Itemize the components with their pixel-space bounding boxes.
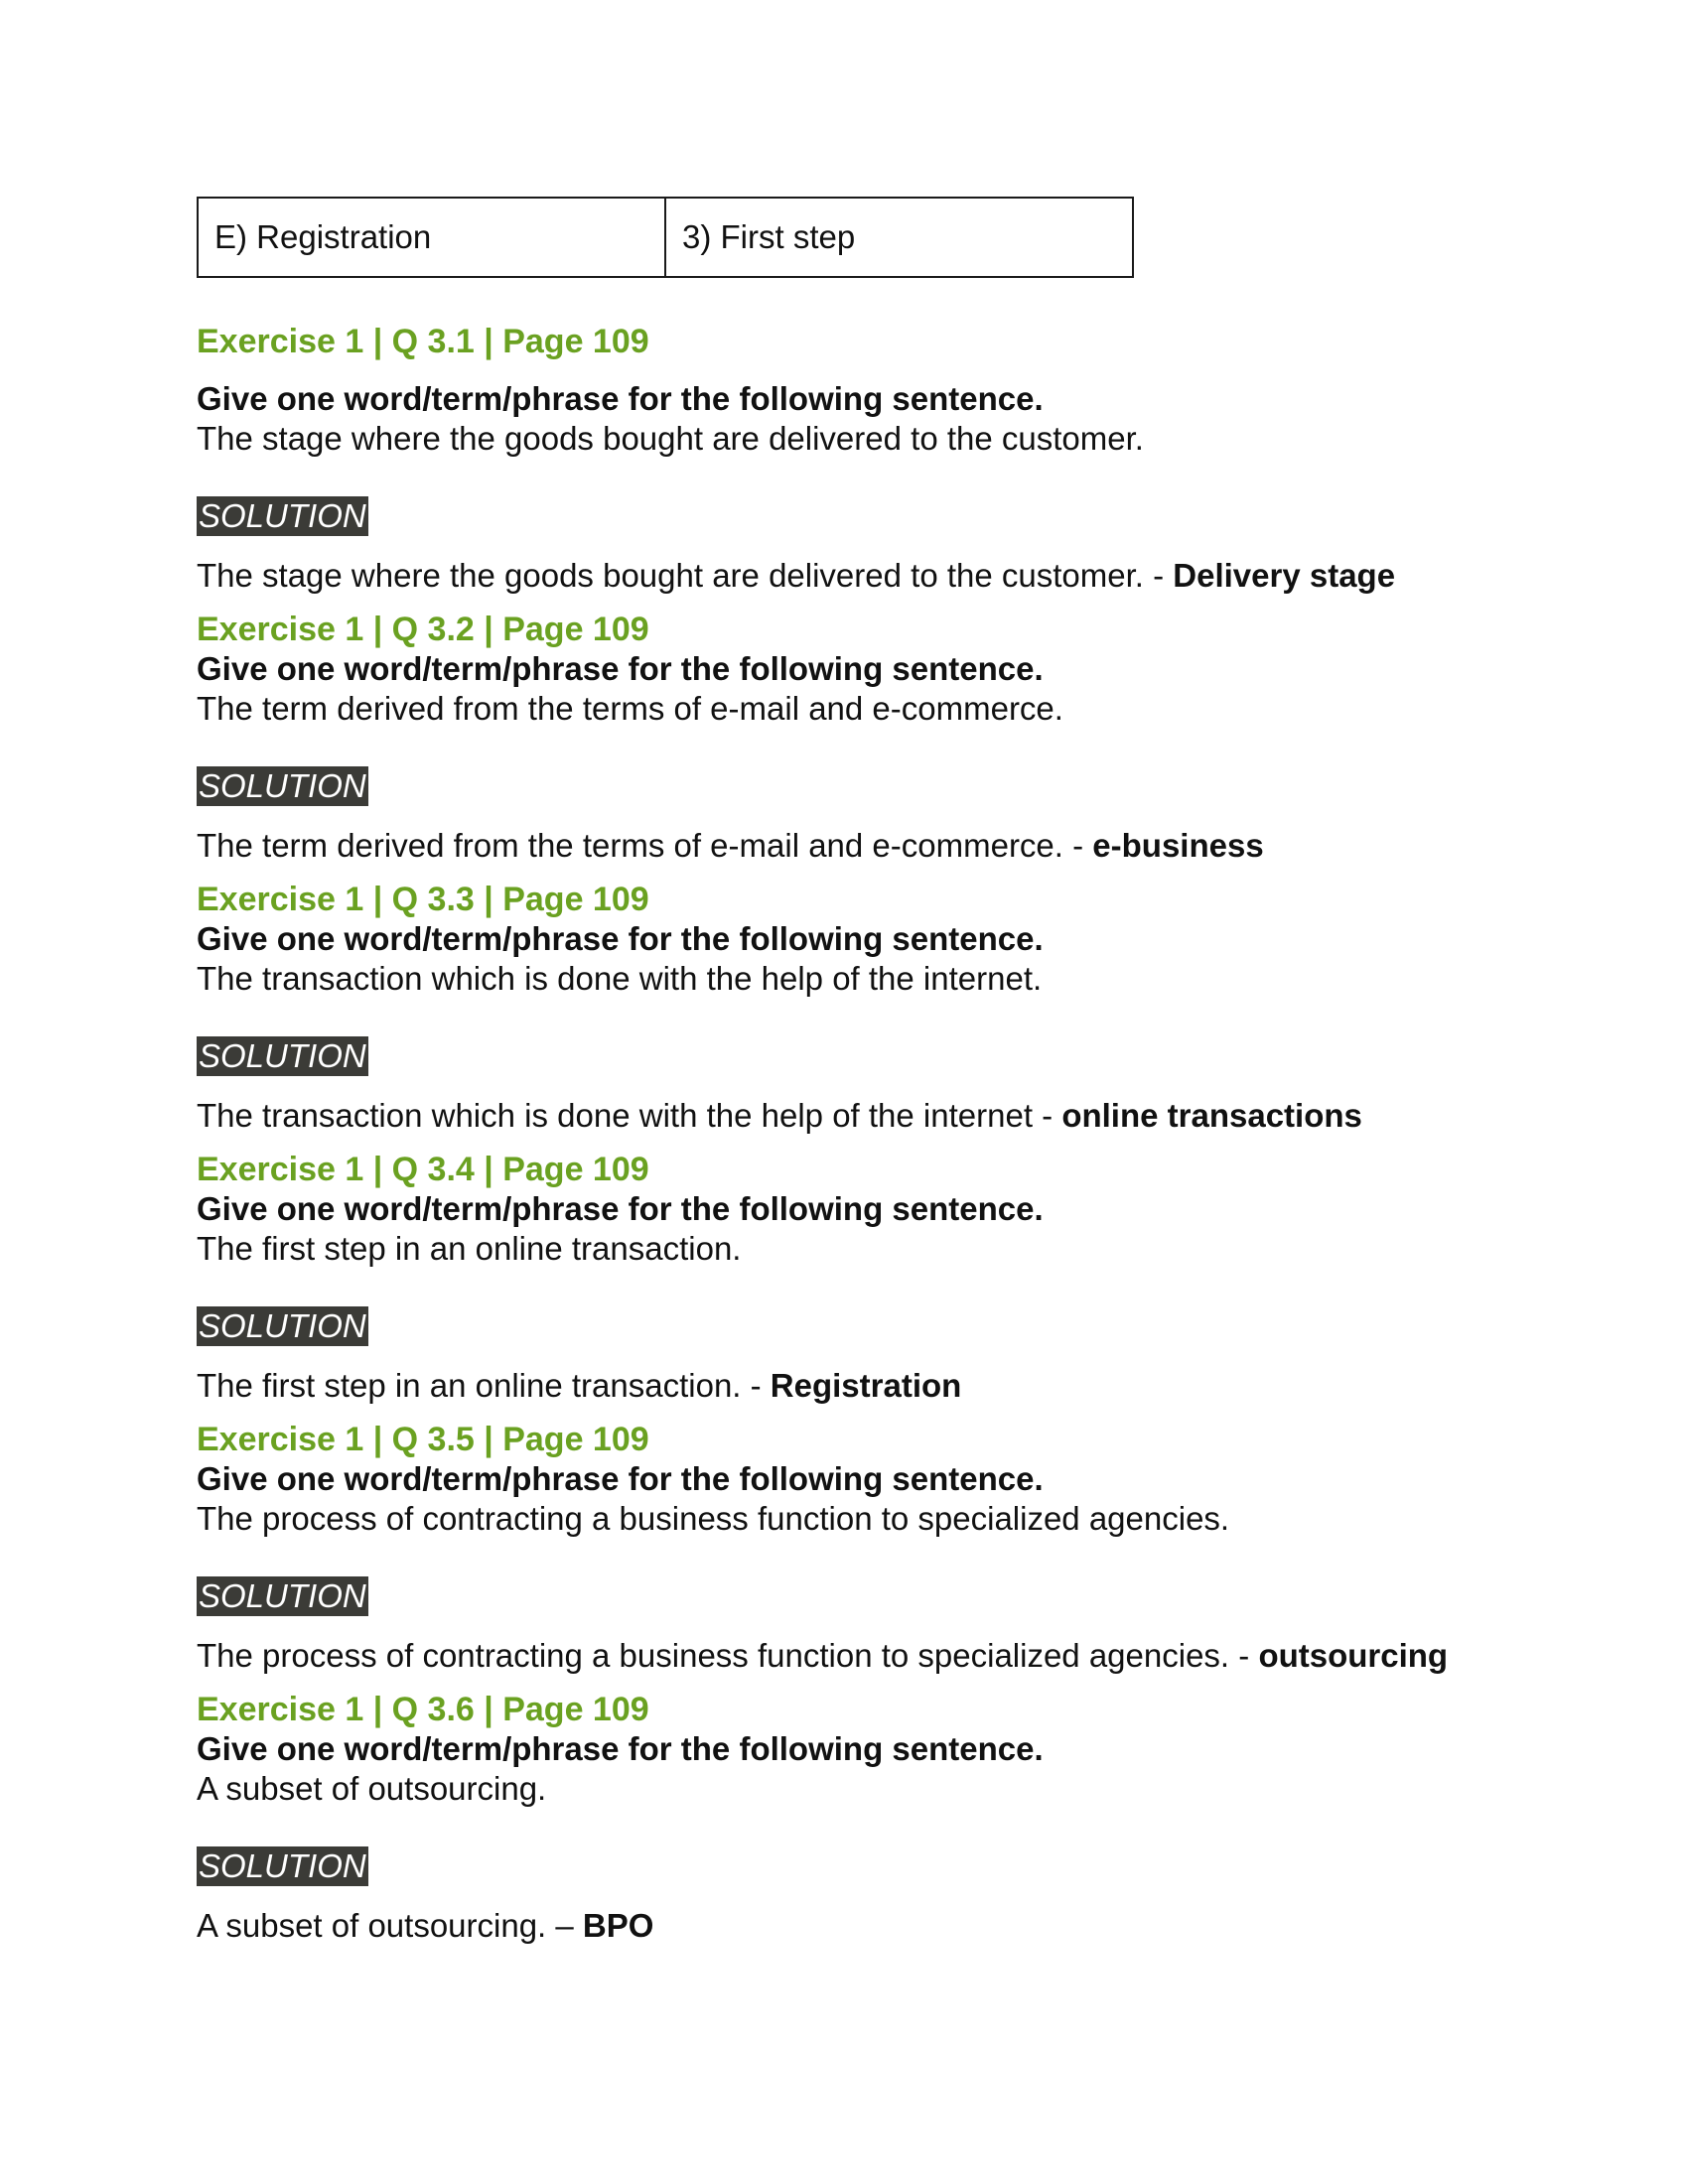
exercise-answer <box>197 1096 1487 1136</box>
exercise-title[interactable]: Exercise 1 | Q 3.4 | Page 109 <box>197 1151 649 1188</box>
answer-prefix: The first step in an online transaction. - <box>197 1367 771 1404</box>
exercise-3-1 <box>197 322 1487 596</box>
answer-term: BPO <box>582 1907 654 1944</box>
exercise-instruction: Give one word/term/phrase for the following sentence. <box>197 1730 1044 1767</box>
match-table-right-cell: 3) First step <box>665 198 1133 277</box>
answer-prefix: The term derived from the terms of e-mail and e-commerce. - <box>197 827 1093 864</box>
exercise-title[interactable]: Exercise 1 | Q 3.3 | Page 109 <box>197 881 649 918</box>
solution-label: SOLUTION <box>199 497 366 534</box>
match-table <box>197 197 1134 278</box>
exercise-answer <box>197 556 1487 596</box>
exercise-question: The transaction which is done with the help of the internet. <box>197 960 1043 997</box>
answer-term: outsourcing <box>1258 1637 1449 1674</box>
exercise-title[interactable]: Exercise 1 | Q 3.2 | Page 109 <box>197 611 649 648</box>
exercise-question: The first step in an online transaction. <box>197 1230 742 1267</box>
exercise-instruction: Give one word/term/phrase for the following sentence. <box>197 1460 1044 1497</box>
exercise-instruction: Give one word/term/phrase for the following sentence. <box>197 380 1044 417</box>
exercise-question: The process of contracting a business function to specialized agencies. <box>197 1500 1230 1537</box>
solution-label: SOLUTION <box>199 1847 366 1884</box>
exercise-answer <box>197 1366 1487 1406</box>
solution-label: SOLUTION <box>199 1307 366 1344</box>
exercise-question: A subset of outsourcing. <box>197 1770 547 1807</box>
answer-prefix: The stage where the goods bought are delivered to the customer. - <box>197 557 1174 594</box>
answer-prefix: A subset of outsourcing. – <box>197 1907 583 1944</box>
exercise-instruction: Give one word/term/phrase for the following sentence. <box>197 650 1044 687</box>
exercise-answer <box>197 1636 1487 1676</box>
solution-label: SOLUTION <box>199 767 366 804</box>
exercise-answer <box>197 1906 1487 1946</box>
exercise-3-4 <box>197 1150 1487 1406</box>
answer-term: online transactions <box>1061 1097 1362 1134</box>
answer-term: Delivery stage <box>1173 557 1396 594</box>
exercise-question: The term derived from the terms of e-mail and e-commerce. <box>197 690 1063 727</box>
exercise-title[interactable]: Exercise 1 | Q 3.1 | Page 109 <box>197 323 649 360</box>
solution-label: SOLUTION <box>199 1577 366 1614</box>
exercise-3-2 <box>197 610 1487 866</box>
exercise-title[interactable]: Exercise 1 | Q 3.5 | Page 109 <box>197 1421 649 1458</box>
match-table-left-cell: E) Registration <box>198 198 665 277</box>
match-table-row <box>198 198 1133 277</box>
answer-prefix: The transaction which is done with the help of the internet - <box>197 1097 1062 1134</box>
exercise-instruction: Give one word/term/phrase for the following sentence. <box>197 1190 1044 1227</box>
answer-term: e-business <box>1092 827 1264 864</box>
exercise-3-5 <box>197 1420 1487 1676</box>
exercise-3-6 <box>197 1690 1487 1946</box>
solution-label: SOLUTION <box>199 1037 366 1074</box>
answer-term: Registration <box>770 1367 962 1404</box>
exercise-instruction: Give one word/term/phrase for the following sentence. <box>197 920 1044 957</box>
document-page <box>197 197 1487 1987</box>
exercise-answer <box>197 826 1487 866</box>
exercise-question: The stage where the goods bought are delivered to the customer. <box>197 420 1144 457</box>
exercise-3-3 <box>197 880 1487 1136</box>
exercise-title[interactable]: Exercise 1 | Q 3.6 | Page 109 <box>197 1691 649 1728</box>
answer-prefix: The process of contracting a business function to specialized agencies. - <box>197 1637 1259 1674</box>
